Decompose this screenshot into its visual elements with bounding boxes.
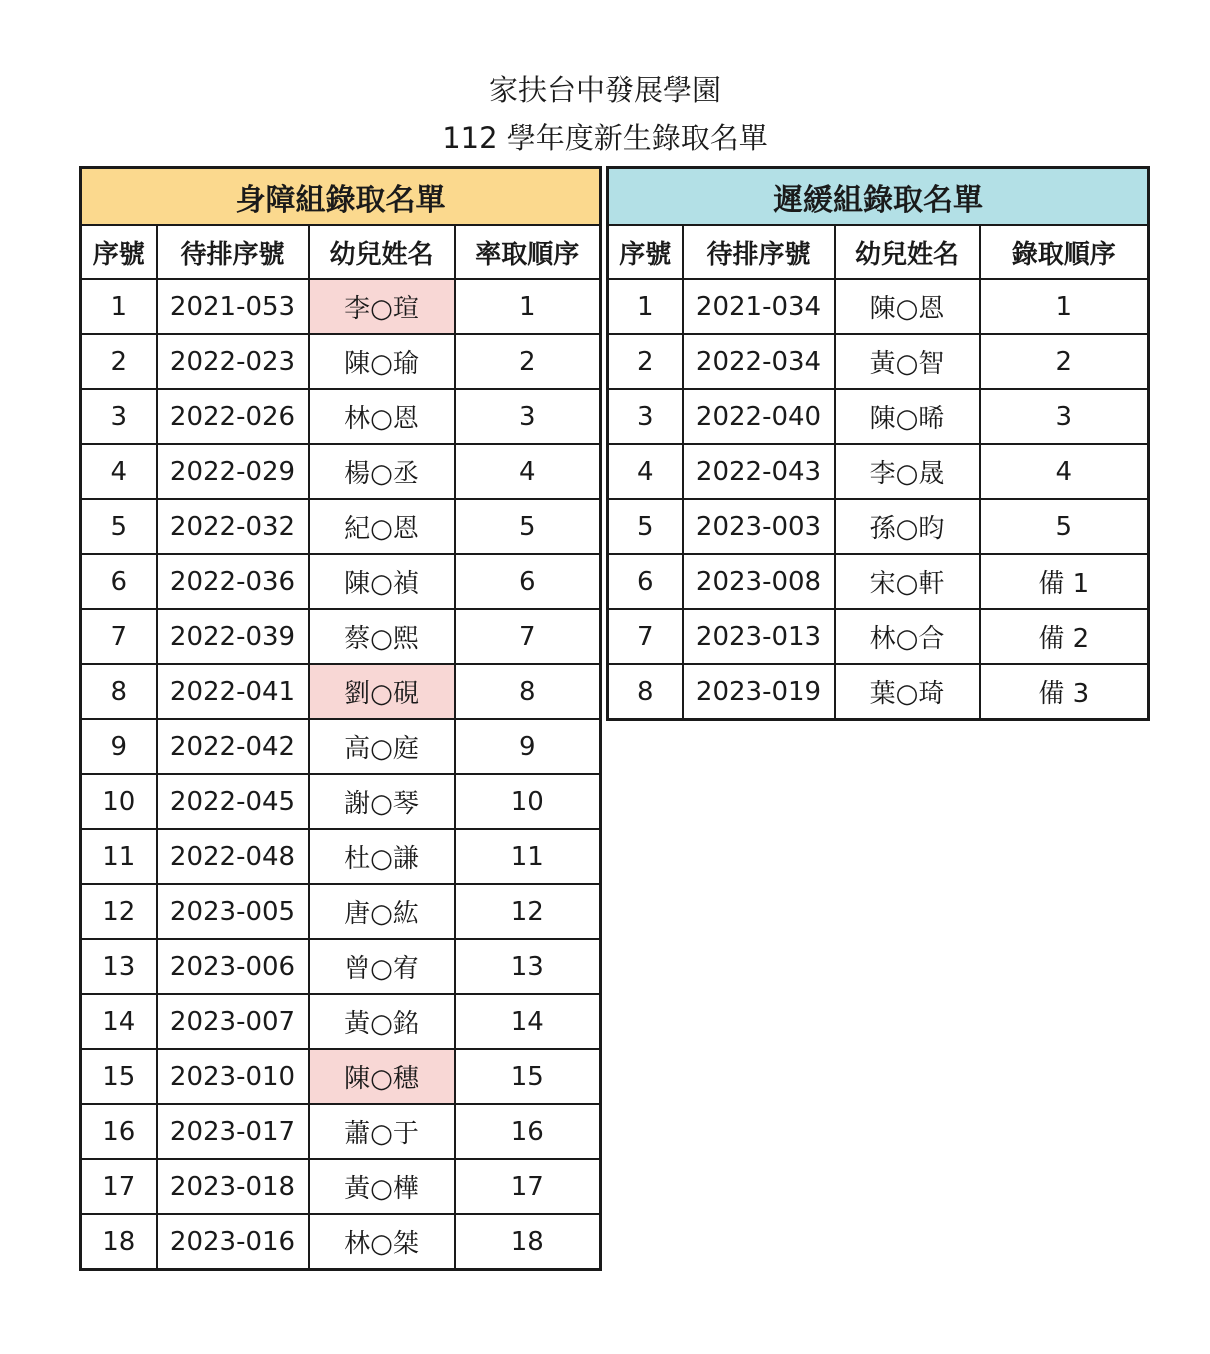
- table-row: [608, 664, 1149, 720]
- cell-name: 李○晟: [835, 444, 980, 499]
- cell-wait: 2022-048: [157, 829, 309, 884]
- cell-wait: 2023-005: [157, 884, 309, 939]
- cell-order: 1: [980, 279, 1149, 334]
- column-header: 待排序號: [157, 225, 309, 279]
- cell-wait: 2022-040: [683, 389, 835, 444]
- cell-order: 13: [455, 939, 601, 994]
- cell-wait: 2022-042: [157, 719, 309, 774]
- cell-no: 3: [81, 389, 157, 444]
- table-row: [81, 444, 601, 499]
- cell-wait: 2023-016: [157, 1214, 309, 1270]
- cell-no: 2: [608, 334, 683, 389]
- table-row: [81, 994, 601, 1049]
- cell-name: 唐○紘: [309, 884, 455, 939]
- table-row: [608, 389, 1149, 444]
- cell-no: 9: [81, 719, 157, 774]
- delay-group-title: 遲緩組錄取名單: [608, 168, 1149, 226]
- cell-wait: 2021-034: [683, 279, 835, 334]
- table-row: [608, 334, 1149, 389]
- cell-order: 11: [455, 829, 601, 884]
- cell-name: 蔡○熙: [309, 609, 455, 664]
- cell-name: 曾○宥: [309, 939, 455, 994]
- cell-wait: 2023-007: [157, 994, 309, 1049]
- table-row: [81, 664, 601, 719]
- cell-order: 6: [455, 554, 601, 609]
- cell-wait: 2022-034: [683, 334, 835, 389]
- cell-order: 備 3: [980, 664, 1149, 720]
- table-row: [81, 499, 601, 554]
- cell-name: 劉○硯: [309, 664, 455, 719]
- cell-order: 3: [980, 389, 1149, 444]
- cell-wait: 2022-043: [683, 444, 835, 499]
- table-row: [81, 554, 601, 609]
- cell-name: 陳○晞: [835, 389, 980, 444]
- cell-name: 林○桀: [309, 1214, 455, 1270]
- cell-no: 5: [81, 499, 157, 554]
- cell-no: 7: [81, 609, 157, 664]
- cell-wait: 2022-039: [157, 609, 309, 664]
- cell-name: 陳○恩: [835, 279, 980, 334]
- cell-order: 17: [455, 1159, 601, 1214]
- cell-wait: 2022-036: [157, 554, 309, 609]
- cell-no: 4: [608, 444, 683, 499]
- cell-no: 8: [81, 664, 157, 719]
- cell-wait: 2023-019: [683, 664, 835, 720]
- cell-order: 12: [455, 884, 601, 939]
- cell-no: 5: [608, 499, 683, 554]
- table-row: [81, 829, 601, 884]
- cell-order: 1: [455, 279, 601, 334]
- table-row: [81, 1214, 601, 1270]
- cell-no: 2: [81, 334, 157, 389]
- cell-name: 楊○丞: [309, 444, 455, 499]
- table-row: [81, 774, 601, 829]
- table-row: [81, 1104, 601, 1159]
- disability-group-table: [79, 166, 602, 1271]
- column-header: 幼兒姓名: [835, 225, 980, 279]
- cell-no: 1: [608, 279, 683, 334]
- cell-no: 6: [608, 554, 683, 609]
- cell-wait: 2023-008: [683, 554, 835, 609]
- cell-name: 蕭○于: [309, 1104, 455, 1159]
- table-row: [81, 884, 601, 939]
- cell-no: 6: [81, 554, 157, 609]
- cell-wait: 2022-023: [157, 334, 309, 389]
- column-header: 待排序號: [683, 225, 835, 279]
- cell-wait: 2022-041: [157, 664, 309, 719]
- cell-name: 孫○昀: [835, 499, 980, 554]
- cell-order: 10: [455, 774, 601, 829]
- cell-no: 15: [81, 1049, 157, 1104]
- table-row: [81, 389, 601, 444]
- column-header: 序號: [81, 225, 157, 279]
- cell-order: 備 2: [980, 609, 1149, 664]
- cell-no: 7: [608, 609, 683, 664]
- cell-name: 杜○謙: [309, 829, 455, 884]
- cell-order: 5: [455, 499, 601, 554]
- column-header: 錄取順序: [980, 225, 1149, 279]
- cell-wait: 2023-017: [157, 1104, 309, 1159]
- cell-wait: 2023-010: [157, 1049, 309, 1104]
- table-row: [608, 279, 1149, 334]
- cell-wait: 2023-006: [157, 939, 309, 994]
- cell-order: 14: [455, 994, 601, 1049]
- table-row: [81, 1049, 601, 1104]
- table-row: [81, 334, 601, 389]
- cell-no: 11: [81, 829, 157, 884]
- cell-wait: 2022-045: [157, 774, 309, 829]
- cell-order: 2: [455, 334, 601, 389]
- cell-wait: 2023-018: [157, 1159, 309, 1214]
- table-row: [81, 609, 601, 664]
- cell-name: 林○合: [835, 609, 980, 664]
- cell-no: 3: [608, 389, 683, 444]
- cell-name: 葉○琦: [835, 664, 980, 720]
- cell-no: 16: [81, 1104, 157, 1159]
- cell-no: 13: [81, 939, 157, 994]
- cell-wait: 2022-026: [157, 389, 309, 444]
- table-row: [608, 554, 1149, 609]
- cell-order: 9: [455, 719, 601, 774]
- cell-order: 15: [455, 1049, 601, 1104]
- cell-order: 備 1: [980, 554, 1149, 609]
- table-row: [81, 719, 601, 774]
- document-subtitle: 112 學年度新生錄取名單: [442, 121, 768, 155]
- column-header: 率取順序: [455, 225, 601, 279]
- cell-wait: 2022-029: [157, 444, 309, 499]
- table-row: [608, 444, 1149, 499]
- column-header: 序號: [608, 225, 683, 279]
- cell-no: 8: [608, 664, 683, 720]
- cell-no: 17: [81, 1159, 157, 1214]
- cell-name: 宋○軒: [835, 554, 980, 609]
- cell-no: 18: [81, 1214, 157, 1270]
- cell-name: 黃○智: [835, 334, 980, 389]
- cell-wait: 2021-053: [157, 279, 309, 334]
- cell-name: 黃○樺: [309, 1159, 455, 1214]
- table-row: [608, 609, 1149, 664]
- cell-order: 3: [455, 389, 601, 444]
- cell-wait: 2023-003: [683, 499, 835, 554]
- cell-name: 紀○恩: [309, 499, 455, 554]
- cell-wait: 2023-013: [683, 609, 835, 664]
- cell-name: 黃○銘: [309, 994, 455, 1049]
- cell-name: 李○瑄: [309, 279, 455, 334]
- cell-wait: 2022-032: [157, 499, 309, 554]
- cell-order: 4: [980, 444, 1149, 499]
- cell-order: 18: [455, 1214, 601, 1270]
- table-row: [608, 499, 1149, 554]
- table-row: [81, 939, 601, 994]
- cell-order: 5: [980, 499, 1149, 554]
- cell-name: 林○恩: [309, 389, 455, 444]
- delay-group-table: [606, 166, 1150, 721]
- table-row: [81, 1159, 601, 1214]
- cell-no: 14: [81, 994, 157, 1049]
- cell-name: 陳○瑜: [309, 334, 455, 389]
- cell-name: 謝○琴: [309, 774, 455, 829]
- cell-no: 10: [81, 774, 157, 829]
- cell-name: 陳○穗: [309, 1049, 455, 1104]
- cell-no: 4: [81, 444, 157, 499]
- cell-order: 7: [455, 609, 601, 664]
- cell-no: 1: [81, 279, 157, 334]
- cell-order: 8: [455, 664, 601, 719]
- cell-no: 12: [81, 884, 157, 939]
- column-header: 幼兒姓名: [309, 225, 455, 279]
- cell-order: 16: [455, 1104, 601, 1159]
- table-row: [81, 279, 601, 334]
- document-title: 家扶台中發展學園: [488, 73, 721, 107]
- cell-order: 2: [980, 334, 1149, 389]
- cell-name: 陳○禎: [309, 554, 455, 609]
- cell-name: 高○庭: [309, 719, 455, 774]
- cell-order: 4: [455, 444, 601, 499]
- disability-group-title: 身障組錄取名單: [81, 168, 601, 226]
